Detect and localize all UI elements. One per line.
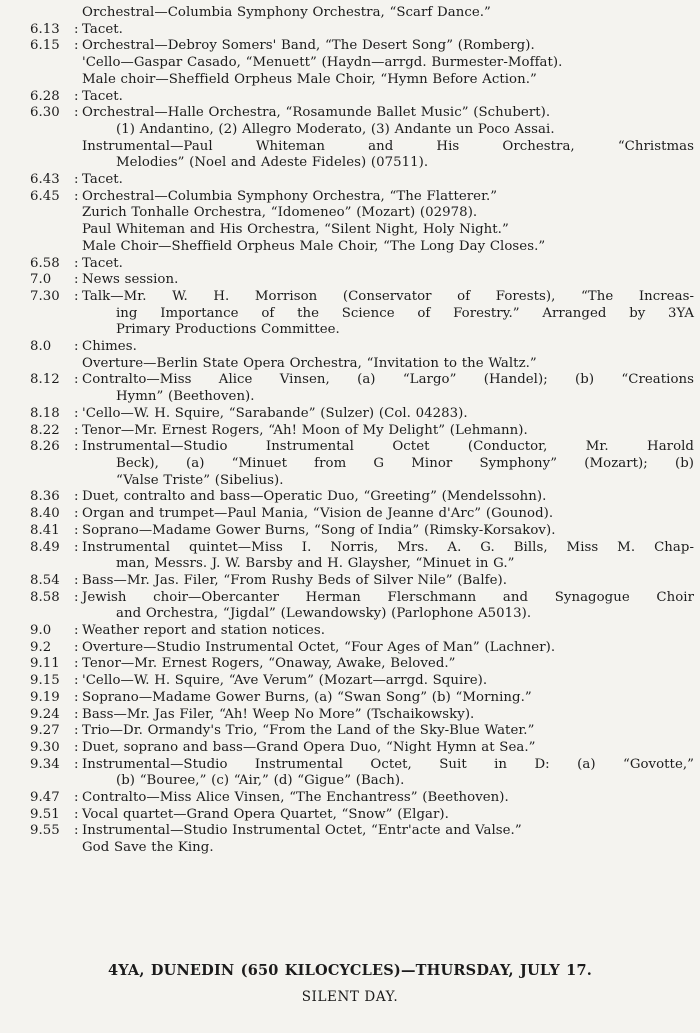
programme-line: Tenor—Mr. Ernest Rogers, “Onaway, Awake, Beloved.”: [82, 656, 456, 672]
programme-line: Contralto—Miss Alice Vinsen, (a) “Largo” (Handel); (b) “Creations: [82, 372, 694, 388]
programme-time: 6.43 :: [30, 172, 78, 189]
programme-time: 8.54 :: [30, 573, 78, 590]
programme-line: Hymn” (Beethoven).: [116, 389, 255, 405]
programme-entry: [0, 573, 700, 590]
silent-day-subheading: SILENT DAY.: [301, 989, 399, 1005]
programme-line: Soprano—Madame Gower Burns, (a) “Swan Song” (b) “Morning.”: [82, 689, 532, 705]
programme-entry: [0, 506, 700, 523]
programme-line: Melodies” (Noel and Adeste Fideles) (07511).: [116, 155, 429, 171]
programme-entry: [0, 590, 700, 623]
programme-entry: [0, 823, 700, 856]
programme-line: (b) “Bouree,” (c) “Air,” (d) “Gigue” (Bach).: [116, 773, 405, 789]
programme-time: 9.55 :: [30, 823, 78, 840]
programme-line: Tacet.: [82, 172, 123, 188]
programme-time: 8.36 :: [30, 489, 78, 506]
programme-entry: [0, 523, 700, 540]
programme-line: Tacet.: [82, 88, 123, 104]
programme-entry: [0, 172, 700, 189]
programme-line: Talk—Mr. W. H. Morrison (Conservator of Forests), “The Increas-: [82, 288, 694, 304]
programme-time: 6.13 :: [30, 22, 78, 39]
programme-entry: [0, 439, 700, 489]
programme-time: 6.58 :: [30, 256, 78, 273]
programme-entry: [0, 256, 700, 273]
programme-time: 8.26 :: [30, 439, 78, 456]
programme-time: 9.0 :: [30, 623, 78, 640]
programme-time: 9.24 :: [30, 707, 78, 724]
programme-time: 9.51 :: [30, 807, 78, 824]
programme-entry: [0, 423, 700, 440]
station-heading: 4YA, DUNEDIN (650 KILOCYCLES)—THURSDAY, JULY 17.: [107, 962, 593, 979]
programme-line: Instrumental—Studio Instrumental Octet, “Entr'acte and Valse.”: [82, 823, 522, 839]
programme-line: Contralto—Miss Alice Vinsen, “The Enchantress” (Beethoven).: [82, 790, 509, 806]
programme-entry: [0, 656, 700, 673]
programme-line: News session.: [82, 272, 179, 288]
programme-time: 9.34 :: [30, 757, 78, 774]
programme-line: Organ and trumpet—Paul Mania, “Vision de Jeanne d'Arc” (Gounod).: [82, 506, 554, 522]
programme-line: and Orchestra, “Jigdal” (Lewandowsky) (Parlophone A5013).: [116, 606, 532, 622]
programme-time: 8.41 :: [30, 523, 78, 540]
programme-line: Chimes.: [82, 339, 137, 355]
programme-line: Bass—Mr. Jas Filer, “Ah! Weep No More” (Tschaikowsky).: [82, 706, 475, 722]
programme-line: Vocal quartet—Grand Opera Quartet, “Snow” (Elgar).: [82, 806, 449, 822]
programme-time: 7.30 :: [30, 289, 78, 306]
programme-entry: [0, 673, 700, 690]
programme-entry: [0, 640, 700, 657]
programme-entry: [0, 22, 700, 39]
programme-line: Tacet.: [82, 21, 123, 37]
programme-entry: [0, 406, 700, 423]
programme-line: Bass—Mr. Jas. Filer, “From Rushy Beds of Silver Nile” (Balfe).: [82, 572, 508, 588]
programme-entry: [0, 289, 700, 339]
programme-time: 6.45 :: [30, 189, 78, 206]
programme-time: 6.28 :: [30, 89, 78, 106]
programme-entry: [0, 707, 700, 724]
programme-time: 9.30 :: [30, 740, 78, 757]
programme-entry: [0, 5, 700, 22]
programme-line: Jewish choir—Obercanter Herman Flerschmann and Synagogue Choir: [82, 589, 694, 605]
programme-time: 8.0 :: [30, 339, 78, 356]
programme-line: 'Cello—Gaspar Casado, “Menuett” (Haydn—arrgd. Burmester-Moffat).: [82, 55, 563, 71]
programme-entry: [0, 89, 700, 106]
programme-line: God Save the King.: [82, 840, 214, 856]
programme-line: Tacet.: [82, 255, 123, 271]
programme-time: 7.0 :: [30, 272, 78, 289]
programme-time: 8.40 :: [30, 506, 78, 523]
programme-line: Weather report and station notices.: [82, 623, 326, 639]
programme-line: Tenor—Mr. Ernest Rogers, “Ah! Moon of My Delight” (Lehmann).: [82, 422, 528, 438]
programme-entry: [0, 272, 700, 289]
programme-time: 9.15 :: [30, 673, 78, 690]
programme-line: ing Importance of the Science of Forestry.” Arranged by 3YA: [116, 305, 694, 321]
programme-entry: [0, 38, 700, 88]
programme-line: Orchestral—Columbia Symphony Orchestra, “The Flatterer.”: [82, 188, 498, 204]
programme-entry: [0, 723, 700, 740]
programme-time: 6.30 :: [30, 105, 78, 122]
programme-line: Orchestral—Debroy Somers' Band, “The Desert Song” (Romberg).: [82, 38, 535, 54]
programme-listing: [0, 5, 700, 857]
programme-line: man, Messrs. J. W. Barsby and H. Glaysher, “Minuet in G.”: [116, 556, 515, 572]
programme-line: Trio—Dr. Ormandy's Trio, “From the Land of the Sky-Blue Water.”: [82, 723, 535, 739]
programme-line: Overture—Berlin State Opera Orchestra, “Invitation to the Waltz.”: [82, 355, 537, 371]
programme-line: 'Cello—W. H. Squire, “Sarabande” (Sulzer) (Col. 04283).: [82, 405, 468, 421]
programme-line: Overture—Studio Instrumental Octet, “Four Ages of Man” (Lachner).: [82, 639, 556, 655]
programme-line: 'Cello—W. H. Squire, “Ave Verum” (Mozart—arrgd. Squire).: [82, 673, 488, 689]
programme-time: 8.18 :: [30, 406, 78, 423]
programme-line: Instrumental—Studio Instrumental Octet (Conductor, Mr. Harold: [82, 439, 694, 455]
programme-entry: [0, 740, 700, 757]
programme-entry: [0, 790, 700, 807]
programme-entry: [0, 623, 700, 640]
programme-line: (1) Andantino, (2) Allegro Moderato, (3) Andante un Poco Assai.: [116, 121, 555, 137]
programme-time: 9.19 :: [30, 690, 78, 707]
programme-time: 8.12 :: [30, 372, 78, 389]
programme-line: Instrumental—Studio Instrumental Octet, Suit in D: (a) “Govotte,”: [82, 756, 694, 772]
programme-line: Orchestral—Columbia Symphony Orchestra, “Scarf Dance.”: [82, 5, 491, 20]
programme-entry: [0, 105, 700, 172]
programme-line: Duet, contralto and bass—Operatic Duo, “Greeting” (Mendelssohn).: [82, 489, 547, 505]
programme-line: Male choir—Sheffield Orpheus Male Choir, “Hymn Before Action.”: [82, 71, 537, 87]
programme-time: 9.2 :: [30, 640, 78, 657]
programme-time: 8.49 :: [30, 540, 78, 557]
programme-entry: [0, 189, 700, 256]
programme-time: 6.15 :: [30, 38, 78, 55]
programme-line: Paul Whiteman and His Orchestra, “Silent Night, Holy Night.”: [82, 222, 509, 238]
programme-line: Male Choir—Sheffield Orpheus Male Choir, “The Long Day Closes.”: [82, 238, 546, 254]
programme-time: 9.11 :: [30, 656, 78, 673]
programme-entry: [0, 339, 700, 372]
programme-entry: [0, 489, 700, 506]
programme-line: Duet, soprano and bass—Grand Opera Duo, “Night Hymn at Sea.”: [82, 739, 536, 755]
programme-time: 9.27 :: [30, 723, 78, 740]
programme-line: Instrumental quintet—Miss I. Norris, Mrs. A. G. Bills, Miss M. Chap-: [82, 539, 694, 555]
programme-time: 8.58 :: [30, 590, 78, 607]
programme-time: 9.47 :: [30, 790, 78, 807]
programme-entry: [0, 757, 700, 790]
programme-line: Soprano—Madame Gower Burns, “Song of India” (Rimsky-Korsakov).: [82, 522, 556, 538]
programme-line: Primary Productions Committee.: [116, 322, 340, 338]
programme-entry: [0, 372, 700, 405]
programme-entry: [0, 540, 700, 573]
programme-line: Orchestral—Halle Orchestra, “Rosamunde Ballet Music” (Schubert).: [82, 105, 551, 121]
programme-entry: [0, 690, 700, 707]
programme-entry: [0, 807, 700, 824]
programme-line: Instrumental—Paul Whiteman and His Orchestra, “Christmas: [82, 138, 694, 154]
programme-line: Zurich Tonhalle Orchestra, “Idomeneo” (Mozart) (02978).: [82, 205, 478, 221]
programme-time: 8.22 :: [30, 423, 78, 440]
programme-line: “Valse Triste” (Sibelius).: [116, 472, 284, 488]
programme-line: Beck), (a) “Minuet from G Minor Symphony” (Mozart); (b): [116, 455, 694, 471]
